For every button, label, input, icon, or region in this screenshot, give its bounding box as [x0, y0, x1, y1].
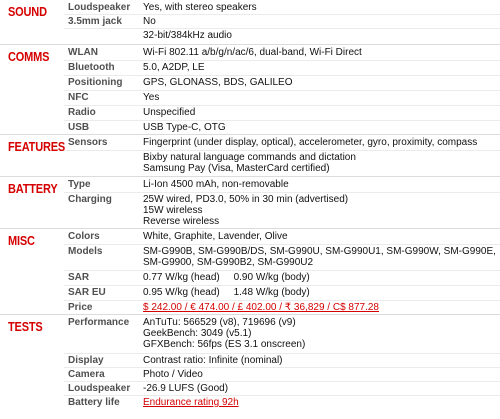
spec-label: SAR EU	[68, 287, 106, 298]
spec-value	[143, 302, 500, 313]
spec-value: SM-G990B, SM-G990B/DS, SM-G990U, SM-G990U1, SM-G990W, SM-G990E, SM-G9900, SM-G990B2, SM-G990U2	[143, 246, 496, 268]
spec-section-battery	[0, 176, 500, 228]
spec-row	[68, 177, 500, 192]
spec-value: Li-Ion 4500 mAh, non-removable	[143, 179, 289, 190]
spec-section-sound	[0, 0, 500, 44]
spec-row	[68, 105, 500, 120]
spec-label: Sensors	[68, 137, 108, 148]
spec-row	[68, 285, 500, 300]
section-title: FEATURES	[8, 140, 66, 154]
spec-value: USB Type-C, OTG	[143, 122, 226, 133]
spec-label: Colors	[68, 231, 100, 242]
spec-value: Photo / Video	[143, 369, 203, 380]
spec-label: Camera	[68, 369, 105, 380]
spec-row	[68, 192, 500, 229]
spec-row	[68, 270, 500, 285]
spec-value: Unspecified	[143, 107, 196, 118]
spec-label: SAR	[68, 272, 90, 283]
battery-endurance-link[interactable]: Endurance rating 92h	[143, 397, 239, 408]
spec-value: Fingerprint (under display, optical), accelerometer, gyro, proximity, compass	[143, 137, 478, 148]
spec-row	[68, 90, 500, 105]
spec-value: Wi-Fi 802.11 a/b/g/n/ac/6, dual-band, Wi-Fi Direct	[143, 47, 362, 58]
spec-row	[68, 14, 500, 28]
spec-label: Positioning	[68, 77, 123, 88]
spec-row	[68, 75, 500, 90]
spec-label: Loudspeaker	[68, 2, 131, 13]
spec-label: Models	[68, 246, 103, 257]
spec-label: USB	[68, 122, 90, 133]
spec-section-features	[0, 134, 500, 176]
section-title: MISC	[8, 234, 35, 248]
spec-row	[68, 45, 500, 60]
spec-value: 32-bit/384kHz audio	[143, 30, 232, 41]
spec-value: Contrast ratio: Infinite (nominal)	[143, 355, 283, 366]
spec-row	[68, 381, 500, 395]
spec-label: Display	[68, 355, 104, 366]
section-title: COMMS	[8, 50, 50, 64]
spec-row	[68, 120, 500, 135]
spec-label: 3.5mm jack	[68, 16, 122, 27]
spec-row	[68, 229, 500, 244]
spec-value: -26.9 LUFS (Good)	[143, 383, 229, 394]
spec-label: NFC	[68, 92, 89, 103]
spec-label: Loudspeaker	[68, 383, 131, 394]
spec-label: Price	[68, 302, 93, 313]
section-title: TESTS	[8, 320, 43, 334]
spec-value: 5.0, A2DP, LE	[143, 62, 205, 73]
spec-label: Battery life	[68, 397, 120, 408]
spec-row	[68, 135, 500, 150]
spec-row	[68, 395, 500, 409]
price-link[interactable]: $ 242.00 / € 474.00 / £ 402.00 / ₹ 36,829 / C$ 877.28	[143, 302, 379, 313]
spec-row	[68, 353, 500, 367]
spec-label: Performance	[68, 317, 130, 328]
spec-value: Yes, with stereo speakers	[143, 2, 257, 13]
spec-section-misc	[0, 228, 500, 314]
spec-label: WLAN	[68, 47, 98, 58]
spec-row	[68, 60, 500, 75]
section-title: SOUND	[8, 5, 47, 19]
spec-section-tests	[0, 314, 500, 419]
spec-label: Bluetooth	[68, 62, 115, 73]
spec-row	[68, 367, 500, 381]
spec-row	[68, 0, 500, 14]
spec-value: GPS, GLONASS, BDS, GALILEO	[143, 77, 293, 88]
spec-value: Yes	[143, 92, 160, 103]
spec-row	[68, 244, 500, 270]
spec-value: 25W wired, PD3.0, 50% in 30 min (advertised) 15W wireless Reverse wireless	[143, 194, 349, 227]
spec-value: Bixby natural language commands and dictation Samsung Pay (Visa, MasterCard certified)	[143, 152, 356, 174]
spec-value	[143, 397, 500, 408]
spec-label: Type	[68, 179, 91, 190]
spec-value: No	[143, 16, 156, 27]
spec-label: Charging	[68, 194, 112, 205]
spec-row	[68, 315, 500, 353]
spec-section-comms	[0, 44, 500, 134]
spec-row	[68, 150, 500, 177]
spec-value: AnTuTu: 566529 (v8), 719696 (v9) GeekBench: 3049 (v5.1) GFXBench: 56fps (ES 3.1 onscreen)	[143, 317, 306, 350]
spec-value: White, Graphite, Lavender, Olive	[143, 231, 288, 242]
spec-value: 0.95 W/kg (head) 1.48 W/kg (body)	[143, 287, 310, 298]
spec-value: 0.77 W/kg (head) 0.90 W/kg (body)	[143, 272, 310, 283]
section-title: BATTERY	[8, 182, 58, 196]
spec-label: Radio	[68, 107, 96, 118]
spec-row	[68, 28, 500, 42]
spec-row	[68, 300, 500, 315]
